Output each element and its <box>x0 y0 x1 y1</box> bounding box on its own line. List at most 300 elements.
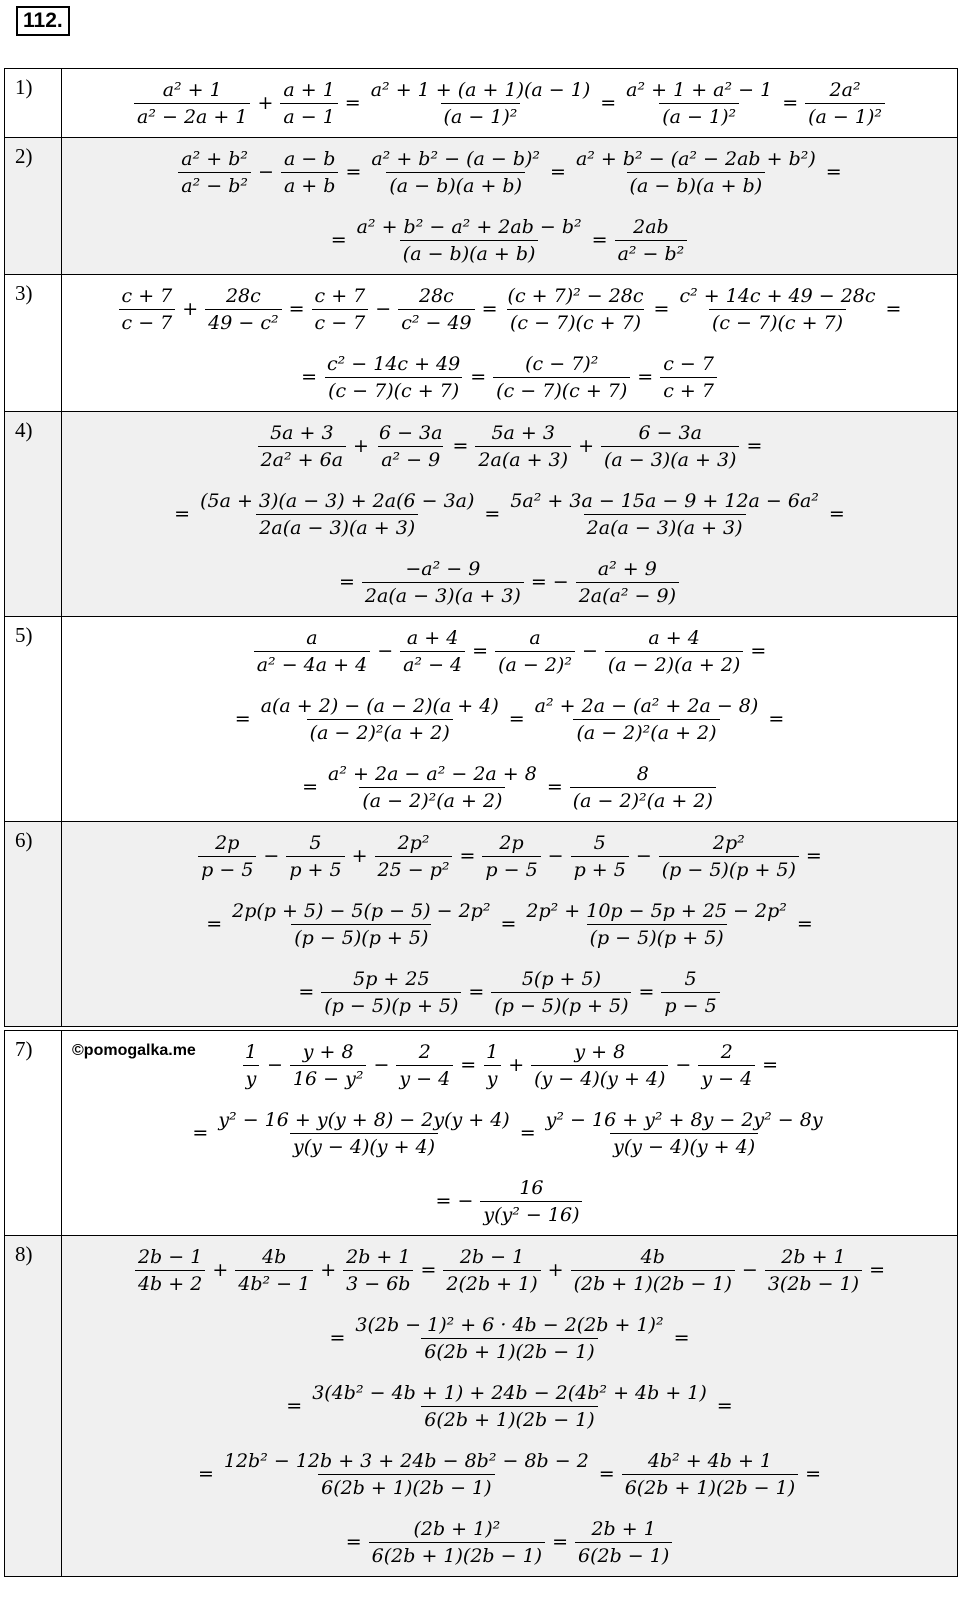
operator: + <box>257 92 274 114</box>
problem-solution <box>62 1031 958 1236</box>
denominator: (a − 1)² <box>659 103 739 128</box>
numerator: a² + 1 <box>162 78 222 101</box>
numerator: 2p <box>215 831 240 854</box>
numerator: 8 <box>636 762 649 785</box>
operator: = <box>805 845 822 867</box>
fraction <box>376 422 446 471</box>
denominator: 2(2b + 1) <box>443 1270 540 1295</box>
operator: = <box>298 981 315 1003</box>
operator: = <box>550 161 566 183</box>
operator: = <box>673 1327 690 1349</box>
operator: + <box>320 1259 337 1281</box>
denominator: (c − 7)(c + 7) <box>507 309 644 334</box>
operator: = <box>638 981 655 1003</box>
numerator: a² + 1 + (a + 1)(a − 1) <box>370 78 591 101</box>
numerator: 2p² + 10p − 5p + 25 − 2p² <box>526 899 787 922</box>
denominator: 6(2b − 1) <box>575 1542 672 1567</box>
numerator: 2p <box>499 831 524 854</box>
operator: = <box>470 366 487 388</box>
numerator: (5a + 3)(a − 3) + 2a(6 − 3a) <box>200 489 475 512</box>
numerator: 2p² <box>397 831 430 854</box>
numerator: 1 <box>244 1040 257 1063</box>
problem-number: 2) <box>5 138 62 275</box>
fraction <box>507 490 822 539</box>
equation-line <box>62 890 957 958</box>
equation-line <box>62 1031 957 1099</box>
operator: = <box>600 92 617 114</box>
equation-line <box>62 1167 957 1235</box>
problem-number: 7) <box>5 1031 62 1236</box>
denominator: a² − 4 <box>400 651 465 676</box>
fraction <box>505 285 647 334</box>
operator: = − <box>530 571 569 593</box>
numerator: c² − 14c + 49 <box>326 352 461 375</box>
fraction <box>398 285 474 334</box>
fraction <box>254 627 370 676</box>
problem-number: 5) <box>5 617 62 822</box>
fraction <box>495 627 575 676</box>
denominator: 3(2b − 1) <box>765 1270 862 1295</box>
problem-number: 1) <box>5 69 62 138</box>
problem-row <box>5 412 958 617</box>
fraction <box>119 285 176 334</box>
operator: = <box>508 708 525 730</box>
denominator: a² − 4a + 4 <box>254 651 370 676</box>
denominator: y(y − 4)(y + 4) <box>290 1133 438 1158</box>
fraction <box>258 695 502 744</box>
operator: = <box>500 913 517 935</box>
numerator: 2b − 1 <box>137 1245 203 1268</box>
operator: = <box>481 298 498 320</box>
denominator: (a − 2)²(a + 2) <box>359 787 505 812</box>
equation-line <box>62 822 957 890</box>
numerator: 12b² − 12b + 3 + 24b − 8b² − 8b − 2 <box>223 1449 589 1472</box>
numerator: c − 7 <box>663 352 714 375</box>
denominator: p − 5 <box>661 992 719 1017</box>
numerator: 6 − 3a <box>638 421 702 444</box>
denominator: (a − 1)² <box>805 103 885 128</box>
numerator: 2b − 1 <box>459 1245 525 1268</box>
operator: = <box>452 435 469 457</box>
fraction <box>309 1382 710 1431</box>
numerator: 4b <box>262 1245 287 1268</box>
task-number: 112. <box>16 6 70 36</box>
fraction <box>443 1246 540 1295</box>
fraction <box>543 1109 826 1158</box>
denominator: 4b + 2 <box>135 1270 205 1295</box>
operator: − <box>263 845 280 867</box>
fraction <box>615 216 688 265</box>
operator: = <box>286 1395 303 1417</box>
fraction <box>221 1450 592 1499</box>
fraction <box>178 148 251 197</box>
fraction <box>570 763 716 812</box>
numerator: 3(4b² − 4b + 1) + 24b − 2(4b² + 4b + 1) <box>312 1381 707 1404</box>
problem-solution <box>62 412 958 617</box>
numerator: 5a + 3 <box>491 421 555 444</box>
fraction <box>242 1041 260 1090</box>
operator: = <box>345 161 362 183</box>
numerator: 2 <box>720 1040 733 1063</box>
operator: = <box>653 298 670 320</box>
fraction <box>197 490 477 539</box>
operator: = <box>746 435 763 457</box>
numerator: 2b + 1 <box>591 1517 656 1540</box>
fraction <box>281 148 339 197</box>
denominator: 25 − p² <box>375 856 453 881</box>
numerator: 5 <box>593 831 606 854</box>
numerator: a − b <box>283 147 336 170</box>
problem-number: 4) <box>5 412 62 617</box>
problem-number: 8) <box>5 1236 62 1577</box>
equation-line <box>62 1304 957 1372</box>
numerator: c + 7 <box>314 284 366 307</box>
numerator: 4b <box>640 1245 665 1268</box>
fraction <box>134 79 250 128</box>
numerator: 2 <box>418 1040 431 1063</box>
denominator: y <box>484 1065 501 1090</box>
equation-line <box>62 1099 957 1167</box>
operator: = <box>302 776 319 798</box>
operator: + <box>353 435 369 457</box>
equation-line <box>62 480 957 548</box>
operator: = <box>472 640 489 662</box>
fraction <box>493 353 630 402</box>
operator: + <box>547 1259 564 1281</box>
fraction <box>369 1518 545 1567</box>
numerator: a² + 2a − (a² + 2a − 8) <box>534 694 759 717</box>
denominator: (a − 3)(a + 3) <box>601 446 739 471</box>
denominator: 2a(a² − 9) <box>576 582 679 607</box>
operator: − <box>635 845 652 867</box>
denominator: a + b <box>281 172 339 197</box>
operator: − <box>373 1054 390 1076</box>
denominator: a² − b² <box>615 240 688 265</box>
operator: − <box>675 1054 692 1076</box>
operator: = <box>591 229 608 251</box>
denominator: 49 − c² <box>205 309 281 334</box>
problem-solution <box>62 275 958 412</box>
fraction <box>805 79 885 128</box>
fraction <box>480 1177 582 1226</box>
fraction <box>765 1246 862 1295</box>
numerator: a² + b² − a² + 2ab − b² <box>356 215 582 238</box>
fraction <box>375 832 453 881</box>
denominator: y(y² − 16) <box>480 1201 582 1226</box>
fraction <box>280 79 337 128</box>
problem-solution <box>62 1236 958 1577</box>
denominator: p − 5 <box>198 856 256 881</box>
problem-solution <box>62 69 958 138</box>
operator: = − <box>435 1190 474 1212</box>
numerator: 2b + 1 <box>346 1245 411 1268</box>
numerator: a² + b² − (a² − 2ab + b²) <box>575 147 816 170</box>
denominator: (p − 5)(p + 5) <box>491 992 631 1017</box>
operator: − <box>375 298 392 320</box>
numerator: a² + b² <box>181 147 249 170</box>
operator: − <box>741 1259 758 1281</box>
denominator: (a − 1)² <box>441 103 521 128</box>
watermark: ©pomogalka.me <box>72 1042 196 1059</box>
operator: = <box>750 640 767 662</box>
operator: = <box>768 708 785 730</box>
numerator: (c − 7)² <box>525 352 599 375</box>
operator: + <box>182 298 199 320</box>
problem-solution <box>62 822 958 1027</box>
denominator: 4b² − 1 <box>235 1270 313 1295</box>
problem-solution <box>62 617 958 822</box>
operator: = <box>174 503 191 525</box>
numerator: 16 <box>519 1176 544 1199</box>
numerator: a² + 9 <box>597 557 657 580</box>
numerator: a + 4 <box>648 626 700 649</box>
denominator: 6(2b + 1)(2b − 1) <box>318 1474 494 1499</box>
operator: = <box>468 981 485 1003</box>
fraction <box>483 1041 501 1090</box>
problem-row <box>5 822 958 1027</box>
equation-line <box>62 1372 957 1440</box>
numerator: 28c <box>225 284 261 307</box>
denominator: y − 4 <box>698 1065 755 1090</box>
denominator: (p − 5)(p + 5) <box>291 924 431 949</box>
operator: = <box>339 571 355 593</box>
fraction <box>605 627 743 676</box>
denominator: (c − 7)(c + 7) <box>709 309 846 334</box>
denominator: y(y − 4)(y + 4) <box>610 1133 758 1158</box>
fraction <box>400 627 465 676</box>
denominator: (c − 7)(c + 7) <box>493 377 630 402</box>
operator: = <box>796 913 813 935</box>
fraction <box>215 1109 512 1158</box>
numerator: y + 8 <box>574 1040 626 1063</box>
operator: = <box>519 1122 536 1144</box>
denominator: 2a(a − 3)(a + 3) <box>362 582 524 607</box>
equation-line <box>62 1508 957 1576</box>
fraction <box>571 1246 735 1295</box>
numerator: 5a² + 3a − 15a − 9 + 12a − 6a² <box>510 489 819 512</box>
operator: − <box>547 845 564 867</box>
equation-line <box>62 69 957 137</box>
operator: = <box>460 1054 477 1076</box>
numerator: y + 8 <box>302 1040 354 1063</box>
numerator: 5a + 3 <box>270 421 334 444</box>
operator: = <box>197 1463 214 1485</box>
problem-solution <box>62 138 958 275</box>
problem-row <box>5 69 958 138</box>
denominator: a² − 2a + 1 <box>134 103 250 128</box>
operator: = <box>805 1463 822 1485</box>
equation-line <box>62 1236 957 1304</box>
operator: − <box>581 640 598 662</box>
denominator: 6(2b + 1)(2b − 1) <box>369 1542 545 1567</box>
denominator: 2a(a − 3)(a + 3) <box>584 514 746 539</box>
equation-line <box>62 753 957 821</box>
operator: = <box>762 1054 779 1076</box>
numerator: 2p(p + 5) − 5(p − 5) − 2p² <box>232 899 491 922</box>
fraction <box>661 968 719 1017</box>
numerator: 6 − 3a <box>378 421 443 444</box>
fraction <box>573 148 819 197</box>
numerator: −a² − 9 <box>405 557 481 580</box>
operator: − <box>258 161 274 183</box>
denominator: (a − 2)²(a + 2) <box>570 787 716 812</box>
denominator: (a − b)(a + b) <box>400 240 539 265</box>
operator: + <box>578 435 594 457</box>
operator: = <box>885 298 902 320</box>
problem-row <box>5 1031 958 1236</box>
fraction <box>354 216 585 265</box>
fraction <box>622 1450 798 1499</box>
operator: = <box>552 1531 568 1553</box>
numerator: 5p + 25 <box>353 967 430 990</box>
fraction <box>396 1041 453 1090</box>
fraction <box>324 353 463 402</box>
numerator: 28c <box>418 284 454 307</box>
numerator: 3(2b − 1)² + 6 · 4b − 2(2b + 1)² <box>355 1313 664 1336</box>
denominator: (c − 7)(c + 7) <box>325 377 462 402</box>
denominator: 6(2b + 1)(2b − 1) <box>421 1338 597 1363</box>
problem-number: 6) <box>5 822 62 1027</box>
fraction <box>352 1314 666 1363</box>
numerator: 1 <box>486 1040 499 1063</box>
equation-line <box>62 1440 957 1508</box>
operator: = <box>637 366 654 388</box>
denominator: (2b + 1)(2b − 1) <box>571 1270 735 1295</box>
denominator: (a − b)(a + b) <box>627 172 766 197</box>
fraction <box>491 968 631 1017</box>
fraction <box>229 900 493 949</box>
operator: = <box>716 1395 733 1417</box>
fraction <box>135 1246 205 1295</box>
operator: = <box>546 776 563 798</box>
denominator: (a − 2)²(a + 2) <box>307 719 453 744</box>
numerator: a(a + 2) − (a − 2)(a + 4) <box>260 694 499 717</box>
denominator: (p − 5)(p + 5) <box>659 856 799 881</box>
equation-line <box>62 958 957 1026</box>
fraction <box>532 695 762 744</box>
operator: = <box>192 1122 209 1144</box>
fraction <box>482 832 540 881</box>
fraction <box>475 422 571 471</box>
operator: = <box>345 1531 362 1553</box>
operator: = <box>330 229 347 251</box>
fraction <box>523 900 790 949</box>
fraction <box>198 832 256 881</box>
denominator: a² − b² <box>178 172 251 197</box>
denominator: 6(2b + 1)(2b − 1) <box>622 1474 798 1499</box>
denominator: 3 − 6b <box>343 1270 413 1295</box>
numerator: 2a² <box>829 78 861 101</box>
fraction <box>312 285 369 334</box>
operator: = <box>459 845 476 867</box>
denominator: c − 7 <box>119 309 176 334</box>
operator: + <box>212 1259 229 1281</box>
equation-line <box>62 685 957 753</box>
denominator: a² − 9 <box>378 446 443 471</box>
operator: = <box>782 92 799 114</box>
numerator: 2ab <box>633 215 669 238</box>
denominator: p − 5 <box>482 856 540 881</box>
operator: = <box>206 913 223 935</box>
numerator: c + 7 <box>121 284 173 307</box>
denominator: (a − 2)(a + 2) <box>605 651 743 676</box>
equation-line <box>62 206 957 274</box>
fraction <box>290 1041 367 1090</box>
fraction <box>575 1518 672 1567</box>
denominator: (a − 2)²(a + 2) <box>573 719 719 744</box>
operator: − <box>266 1054 283 1076</box>
operator: + <box>351 845 368 867</box>
solutions-table-2 <box>4 1030 958 1577</box>
numerator: a² + 2a − a² − 2a + 8 <box>328 762 537 785</box>
solutions-table-1 <box>4 68 958 1027</box>
problem-row <box>5 275 958 412</box>
denominator: (a − b)(a + b) <box>386 172 525 197</box>
denominator: (a − 2)² <box>495 651 575 676</box>
numerator: 5(p + 5) <box>521 967 601 990</box>
denominator: (p − 5)(p + 5) <box>321 992 461 1017</box>
denominator: y − 4 <box>396 1065 453 1090</box>
operator: = <box>869 1259 886 1281</box>
numerator: a² + b² − (a − b)² <box>371 147 541 170</box>
fraction <box>258 422 346 471</box>
denominator: (p − 5)(p + 5) <box>587 924 727 949</box>
denominator: p + 5 <box>571 856 629 881</box>
fraction <box>286 832 344 881</box>
fraction <box>659 832 799 881</box>
operator: = <box>344 92 361 114</box>
fraction <box>676 285 878 334</box>
numerator: c² + 14c + 49 − 28c <box>679 284 876 307</box>
operator: = <box>301 366 317 388</box>
numerator: y² − 16 + y(y + 8) − 2y(y + 4) <box>218 1108 510 1131</box>
problem-row <box>5 617 958 822</box>
operator: = <box>288 298 305 320</box>
equation-line <box>62 412 957 480</box>
operator: − <box>377 640 394 662</box>
equation-line <box>62 548 957 616</box>
fraction <box>531 1041 668 1090</box>
operator: = <box>234 708 251 730</box>
fraction <box>698 1041 755 1090</box>
numerator: 4b² + 4b + 1 <box>647 1449 773 1472</box>
operator: = <box>598 1463 615 1485</box>
denominator: c − 7 <box>312 309 369 334</box>
denominator: a − 1 <box>280 103 337 128</box>
operator: = <box>329 1327 346 1349</box>
numerator: 2b + 1 <box>781 1245 846 1268</box>
operator: = <box>420 1259 437 1281</box>
problem-row <box>5 1236 958 1577</box>
denominator: c² − 49 <box>398 309 474 334</box>
fraction <box>623 79 775 128</box>
equation-line <box>62 617 957 685</box>
fraction <box>325 763 540 812</box>
operator: = <box>828 503 845 525</box>
numerator: a + 4 <box>406 626 459 649</box>
denominator: 2a(a + 3) <box>475 446 571 471</box>
fraction <box>660 353 717 402</box>
numerator: 5 <box>309 831 322 854</box>
denominator: 2a² + 6a <box>258 446 346 471</box>
fraction <box>601 422 739 471</box>
problem-row <box>5 138 958 275</box>
equation-line <box>62 343 957 411</box>
denominator: c + 7 <box>660 377 717 402</box>
problem-number: 3) <box>5 275 62 412</box>
operator: + <box>508 1054 525 1076</box>
operator: = <box>484 503 501 525</box>
